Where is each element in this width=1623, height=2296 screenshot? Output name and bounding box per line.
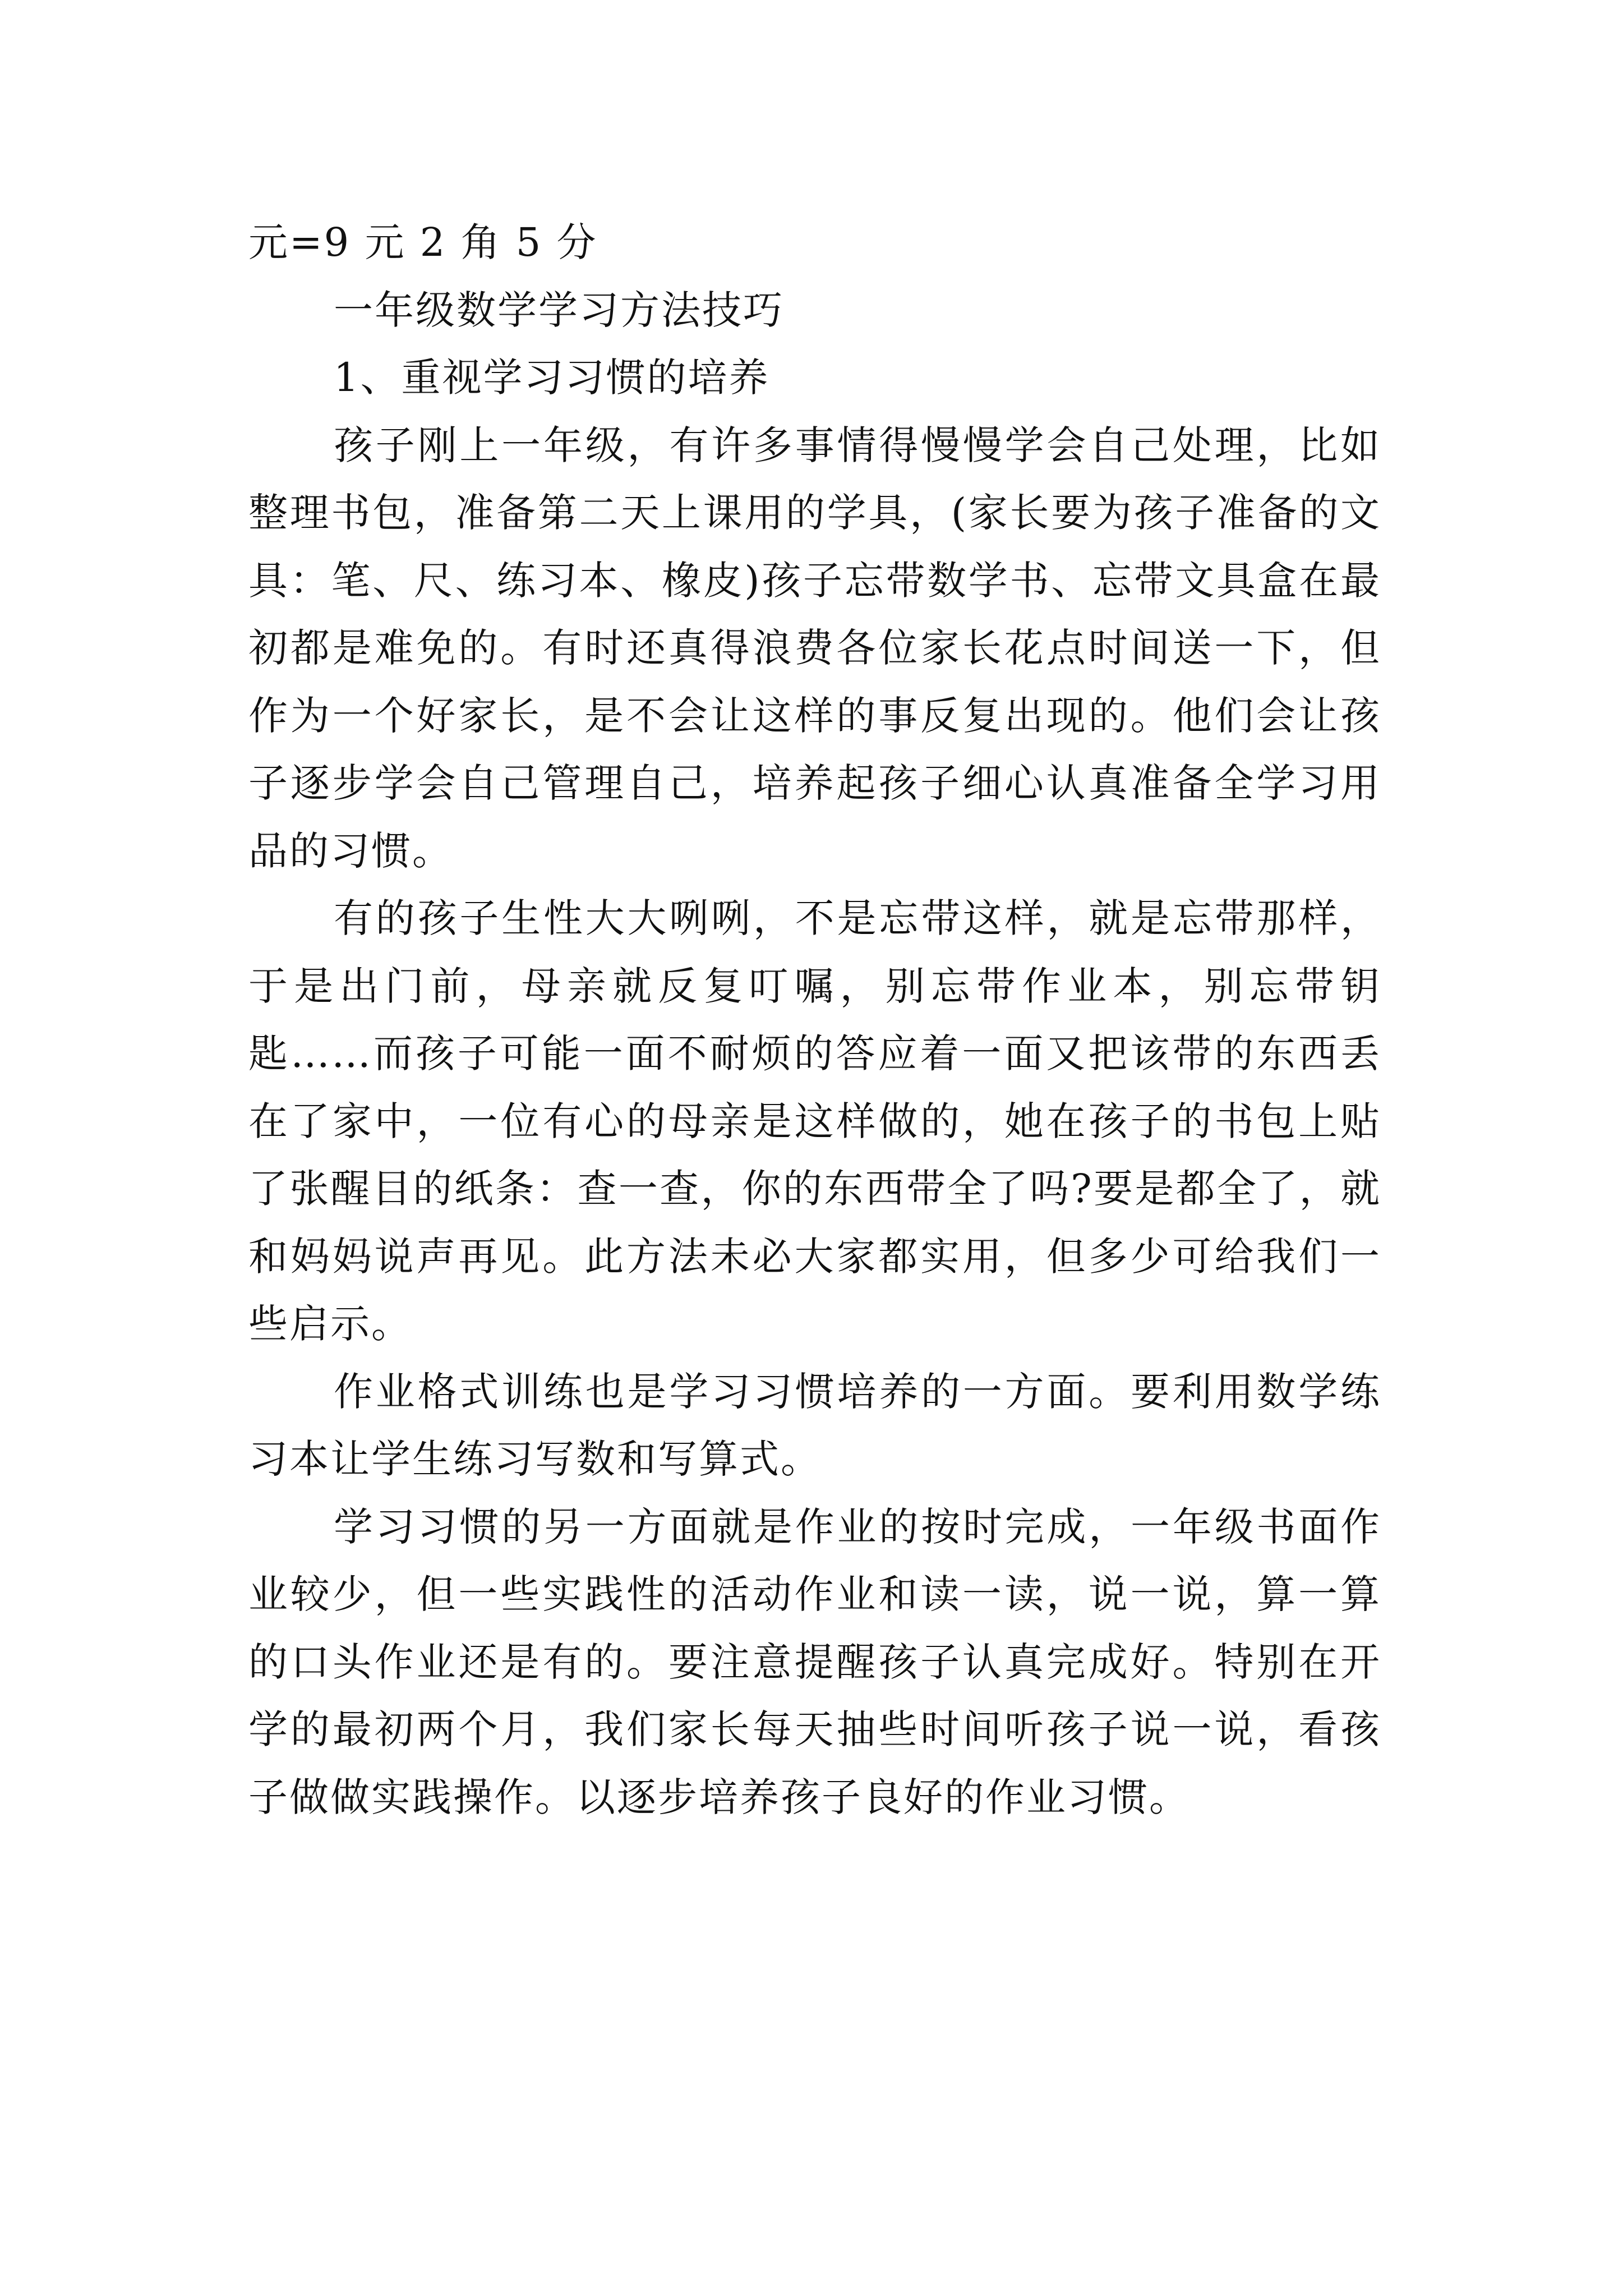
document-body (248, 209, 1381, 1831)
paragraph-learning-habits: 孩子刚上一年级，有许多事情得慢慢学会自己处理，比如整理书包，准备第二天上课用的学具，(家长要为孩子准备的文具：笔、尺、练习本、橡皮)孩子忘带数学书、忘带文具盒在最初都是难免的。有时还真得浪费各位家长花点时间送一下，但作为一个好家长，是不会让这样的事反复出现的。他们会让孩子逐步学会自己管理自己，培养起孩子细心认真准备全学习用品的习惯。 (248, 422, 1381, 874)
subsection-heading: 1、重视学习习惯的培养 (334, 355, 770, 401)
paragraph-forgetful-child: 有的孩子生性大大咧咧，不是忘带这样，就是忘带那样，于是出门前，母亲就反复叮嘱，别忘带作业本，别忘带钥匙……而孩子可能一面不耐烦的答应着一面又把该带的东西丢在了家中，一位有心的母亲是这样做的，她在孩子的书包上贴了张醒目的纸条：查一查，你的东西带全了吗?要是都全了，就和妈妈说声再见。此方法未必大家都实用，但多少可给我们一些启示。 (248, 895, 1381, 1347)
paragraph-homework-format: 作业格式训练也是学习习惯培养的一方面。要利用数学练习本让学生练习写数和写算式。 (248, 1368, 1381, 1482)
section-heading: 一年级数学学习方法技巧 (334, 287, 784, 333)
continued-line: 元=9 元 2 角 5 分 (248, 219, 598, 265)
paragraph-homework-completion: 学习习惯的另一方面就是作业的按时完成，一年级书面作业较少，但一些实践性的活动作业和读一读，说一说，算一算的口头作业还是有的。要注意提醒孩子认真完成好。特别在开学的最初两个月，我们家长每天抽些时间听孩子说一说，看孩子做做实践操作。以逐步培养孩子良好的作业习惯。 (248, 1503, 1381, 1820)
